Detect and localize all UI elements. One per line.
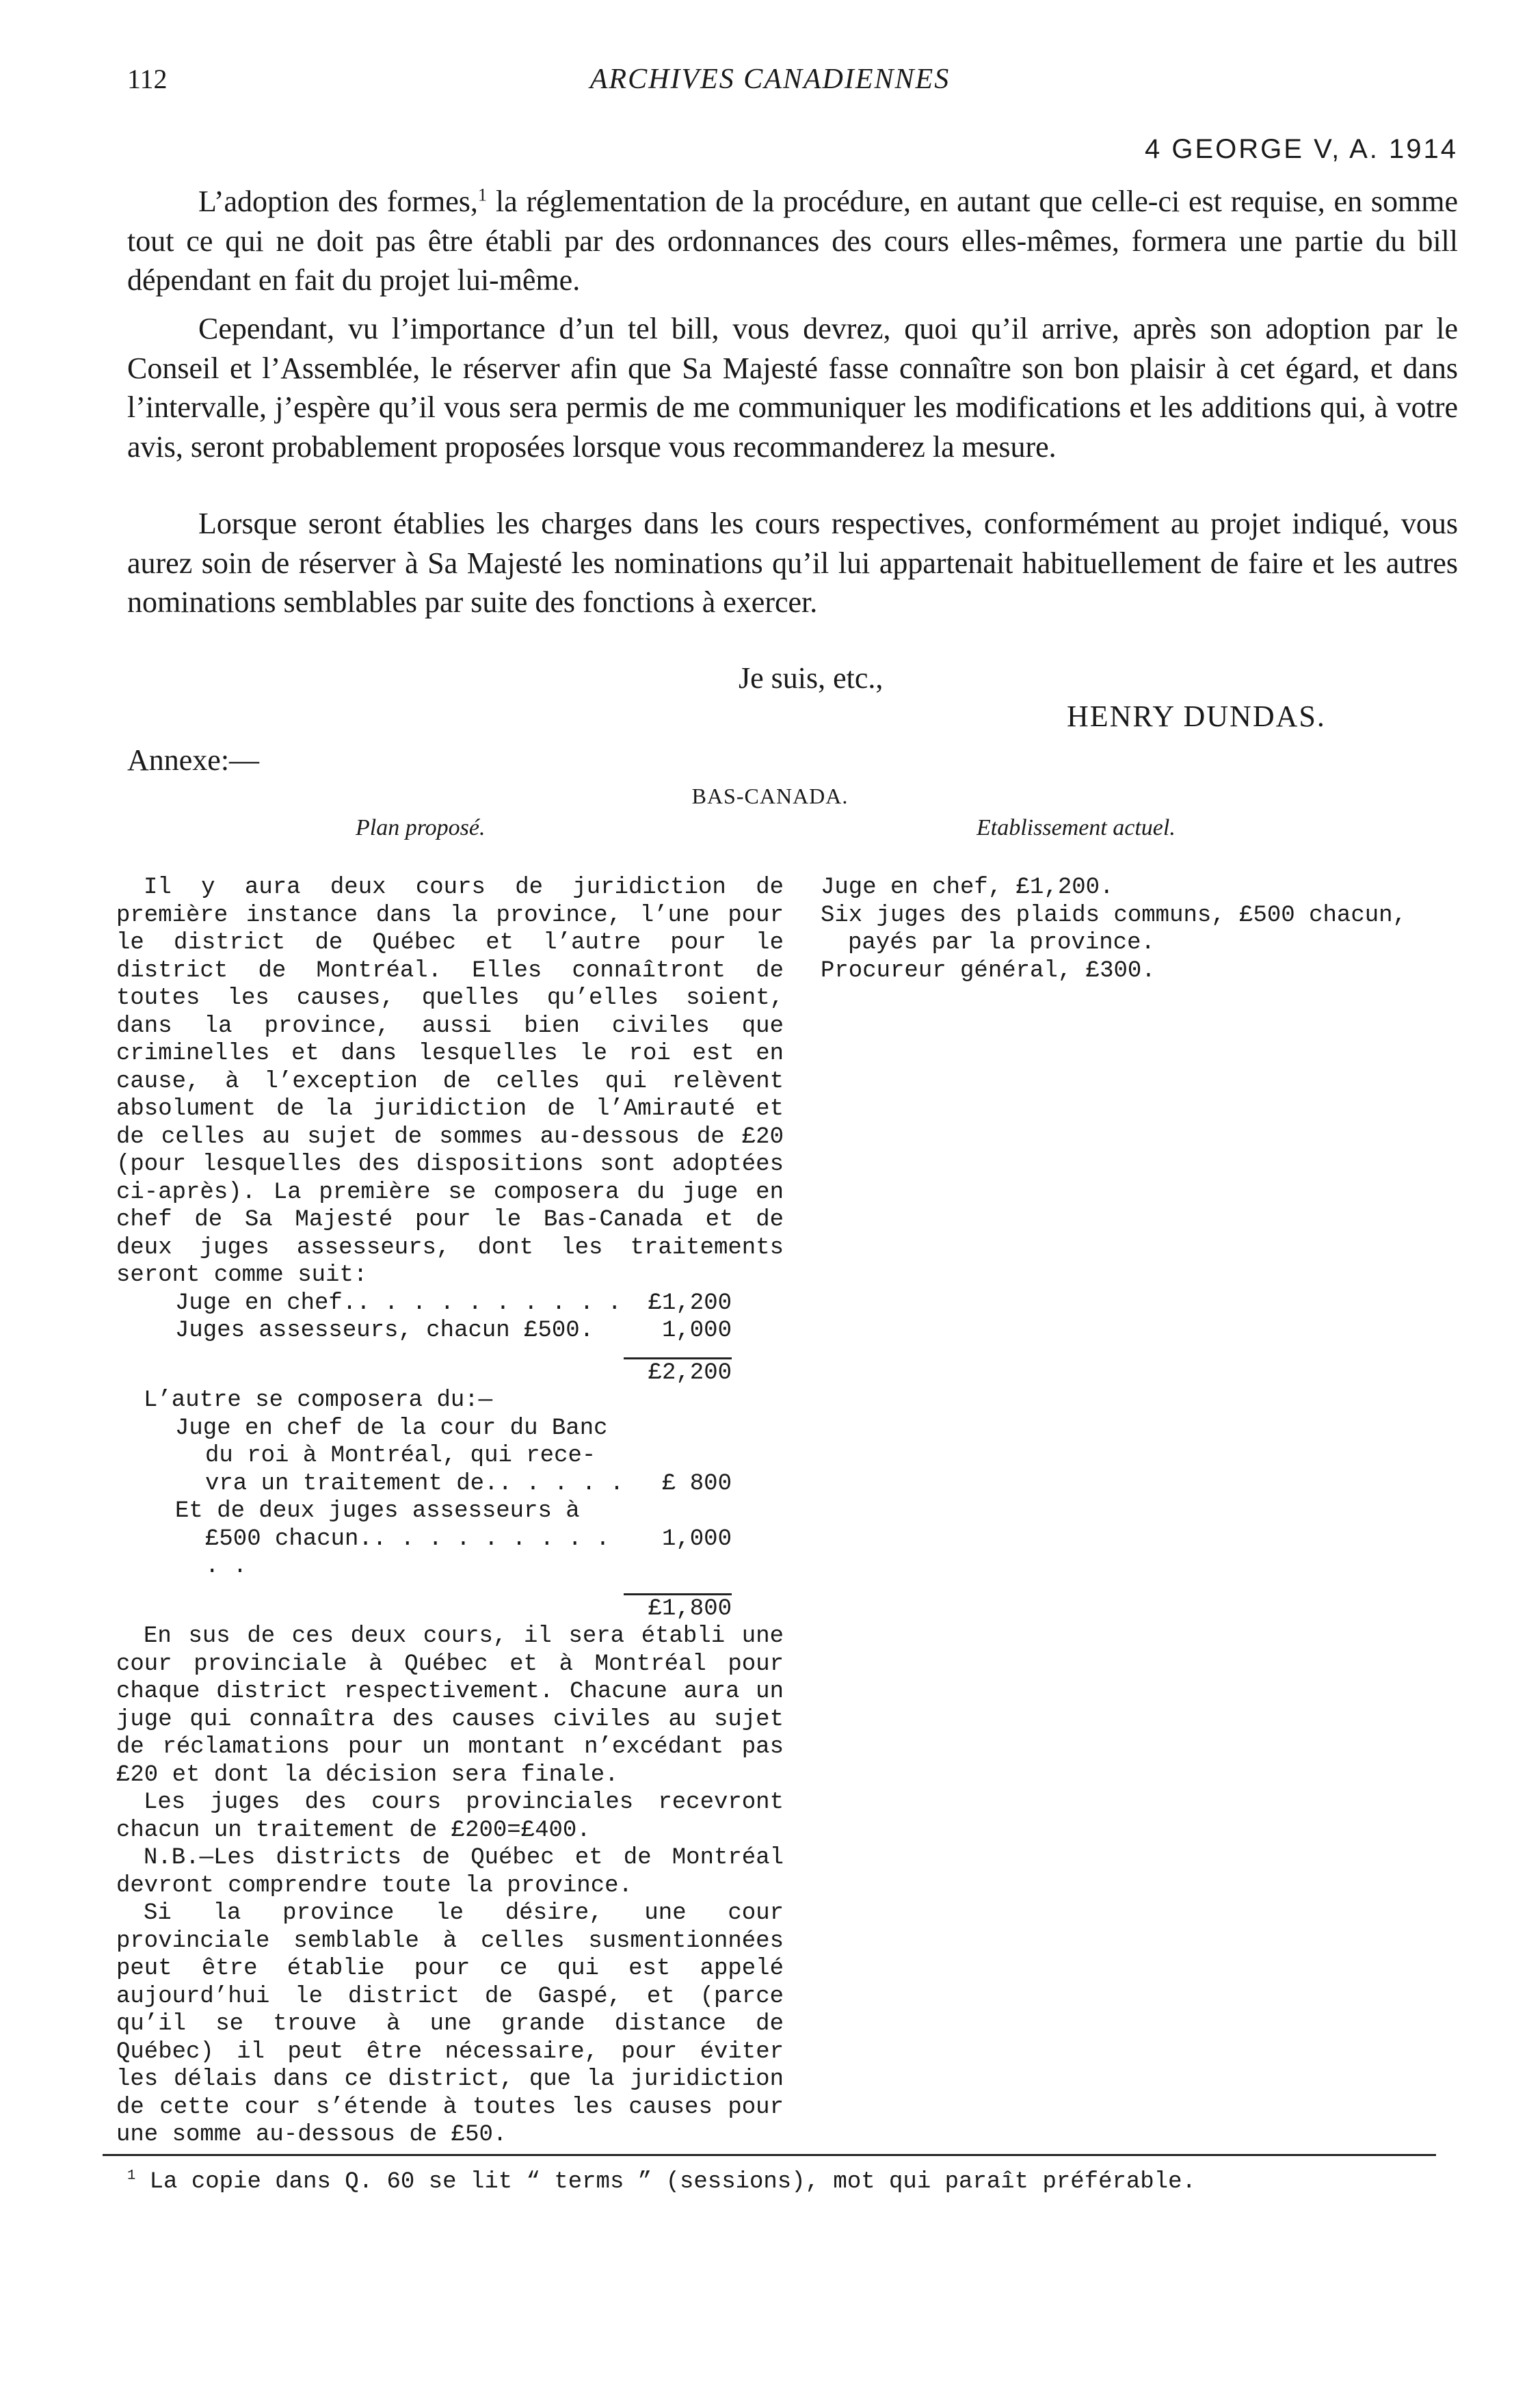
plan-propose-column: [116, 874, 784, 2149]
current-attorney-general: Procureur général, £300.: [821, 957, 1156, 984]
letter-paragraph-2: [127, 309, 1458, 466]
salary-label: Juge en chef.. . . . . . . . . .: [175, 1290, 622, 1316]
salary-amount: 1,000: [661, 1318, 732, 1344]
autre-cour-intro: L’autre se composera du:—: [144, 1387, 493, 1413]
salary-row-montreal-chief: [205, 1470, 732, 1498]
p1-before: L’adoption des formes,: [198, 185, 478, 218]
salary-amount: £1,200: [648, 1290, 732, 1316]
current-common-pleas-judges: Six juges des plaids communs, £500 chacun, payés par la province.: [821, 902, 1407, 956]
p3-text: Lorsque seront établies les charges dans les cours respectives, conformément au projet indiqué, vous aurez soin de réserver à Sa Majesté les nominations qu’il lui appartenait habituellement de faire et les autres nominations semblables par suite des fonctions à exercer.: [127, 507, 1458, 619]
montreal-judge-line-1: Juge en chef de la cour du Banc: [175, 1415, 608, 1441]
session-label: 4 GEORGE V, A. 1914: [1145, 134, 1458, 164]
salary-amount: £ 800: [661, 1470, 732, 1497]
footnote-text: La copie dans Q. 60 se lit “ terms ” (sessions), mot qui paraît préférable.: [135, 2169, 1196, 2195]
footnote-ref: 1: [477, 184, 488, 205]
footnote-divider: [103, 2154, 1436, 2156]
current-chief-justice: Juge en chef, £1,200.: [821, 875, 1114, 901]
salary-total-1: £2,200: [624, 1357, 732, 1387]
closing-formula: Je suis, etc.,: [739, 661, 884, 695]
salary-label: Juges assesseurs, chacun £500.: [175, 1318, 594, 1344]
montreal-assessors-line-1: Et de deux juges assesseurs à: [175, 1498, 580, 1524]
running-title: ARCHIVES CANADIENNES: [589, 64, 951, 95]
annex-label: Annexe:—: [127, 743, 260, 777]
annex-heading: BAS-CANADA.: [691, 784, 849, 808]
page-number: 112: [127, 64, 168, 94]
footnote-marker: 1: [127, 2168, 136, 2184]
right-column-heading: Etablissement actuel.: [977, 815, 1176, 840]
etablissement-actuel-column: [821, 874, 1450, 985]
plan-paragraph-5: Si la province le désire, une cour provinciale semblable à celles susmentionnées peut être établie pour ce qui est appelé aujourd’hui le district de Gaspé, et (parce qu’il se trouve à une grande distance de Québec) il peut être nécessaire, pour éviter les délais dans ce district, que la juridiction de cette cour s’étende à toutes les causes pour une somme au-dessous de £50.: [116, 1900, 784, 2148]
salary-row-chief: [175, 1290, 732, 1318]
salary-row-assessors: [175, 1317, 732, 1345]
salary-label: £500 chacun.. . . . . . . . . . .: [205, 1526, 610, 1580]
p1-after: la réglementation de la procédure, en autant que celle-ci est requise, en somme tout ce qui ne doit pas être établi par des ordonnances des cours elles-mêmes, formera une partie du bill dépendant en fait du projet lui-même.: [127, 185, 1458, 297]
plan-paragraph-3: Les juges des cours provinciales recevront chacun un traitement de £200=£400.: [116, 1790, 784, 1844]
montreal-judge-line-2: du roi à Montréal, qui rece-: [205, 1443, 596, 1469]
left-column-heading: Plan proposé.: [356, 815, 486, 840]
plan-paragraph-2: En sus de ces deux cours, il sera établi une cour provinciale à Québec et à Montréal pour chaque district respectivement. Chacune aura un juge qui connaîtra des causes civiles au sujet de réclamations pour un montant n’excédant pas £20 et dont la décision sera finale.: [116, 1623, 784, 1788]
p2-text: Cependant, vu l’importance d’un tel bill, vous devrez, quoi qu’il arrive, après son adoption par le Conseil et l’Assemblée, le réserver afin que Sa Majesté fasse connaître son bon plaisir à cet égard, et dans l’intervalle, j’espère qu’il vous sera permis de me communiquer les modifications et les additions qui, à votre avis, seront probablement proposées lorsque vous recommanderez la mesure.: [127, 312, 1458, 464]
plan-paragraph-1: Il y aura deux cours de juridiction de première instance dans la province, l’une pour le district de Québec et l’autre pour le district de Montréal. Elles connaîtront de toutes les causes, quelles qu’elles soient, dans la province, aussi bien civiles que criminelles et dans lesquelles le roi est en cause, à l’exception de celles qui relèvent absolument de la juridiction de l’Amirauté et de celles au sujet de sommes au-dessous de £20 (pour lesquelles des dispositions sont adoptées ci-après). La première se composera du juge en chef de Sa Majesté pour le Bas-Canada et de deux juges assesseurs, dont les traitements seront comme suit:: [116, 875, 784, 1288]
plan-paragraph-4: N.B.—Les districts de Québec et de Montréal devront comprendre toute la province.: [116, 1845, 784, 1899]
salary-amount: 1,000: [661, 1526, 732, 1552]
salary-total-2: £1,800: [624, 1593, 732, 1623]
salary-label: vra un traitement de.. . . . .: [205, 1470, 624, 1497]
salary-row-montreal-assessors: [205, 1526, 732, 1581]
letter-paragraph-3: [127, 504, 1458, 622]
letter-paragraph-1: [127, 182, 1458, 300]
footnote: [127, 2169, 1196, 2195]
signature: HENRY DUNDAS.: [1067, 700, 1326, 733]
